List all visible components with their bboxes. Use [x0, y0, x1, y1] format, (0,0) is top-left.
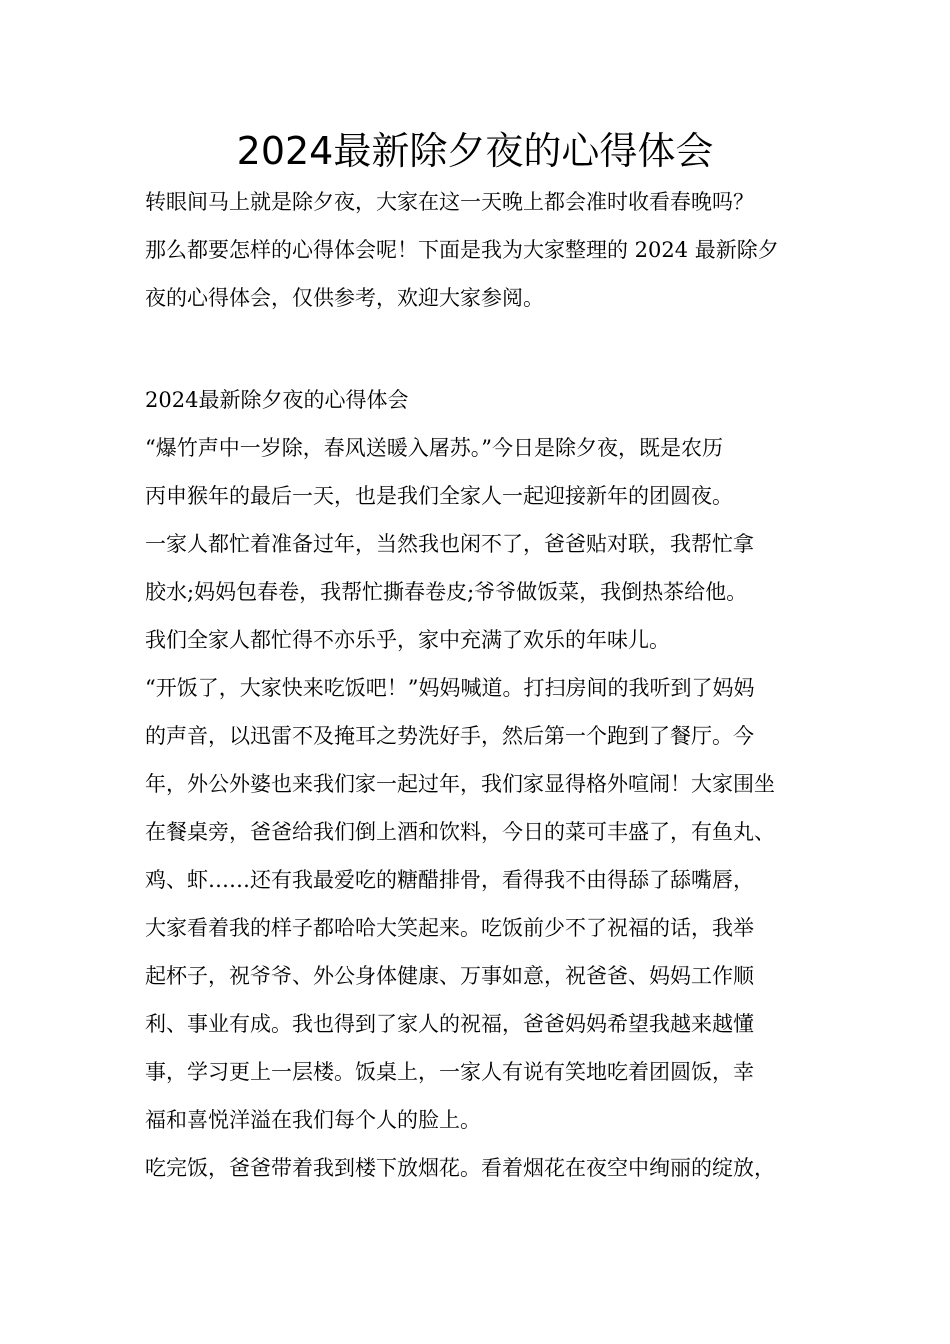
document-title: 2024最新除夕夜的心得体会	[236, 129, 714, 173]
intro-line: 夜的心得体会，仅供参考，欢迎大家参阅。	[145, 286, 544, 310]
body-line: 一家人都忙着准备过年，当然我也闲不了，爸爸贴对联，我帮忙拿	[145, 532, 754, 556]
body-line: 年，外公外婆也来我们家一起过年，我们家显得格外喧闹！大家围坐	[145, 772, 775, 796]
intro-paragraph	[145, 178, 835, 322]
body-line: 我们全家人都忙得不亦乐乎，家中充满了欢乐的年味儿。	[145, 628, 670, 652]
body-line: 鸡、虾……还有我最爱吃的糖醋排骨，看得我不由得舔了舔嘴唇，	[145, 868, 754, 892]
article-body	[145, 376, 835, 1192]
intro-line: 转眼间马上就是除夕夜，大家在这一天晚上都会准时收看春晚吗？	[145, 190, 754, 214]
body-line: “开饭了，大家快来吃饭吧！”妈妈喊道。打扫房间的我听到了妈妈	[145, 676, 755, 700]
intro-line: 那么都要怎样的心得体会呢！下面是我为大家整理的 2024 最新除夕	[145, 238, 779, 262]
body-line: 福和喜悦洋溢在我们每个人的脸上。	[145, 1108, 481, 1132]
body-line: 的声音，以迅雷不及掩耳之势洗好手，然后第一个跑到了餐厅。今	[145, 724, 754, 748]
body-line: 在餐桌旁，爸爸给我们倒上酒和饮料，今日的菜可丰盛了，有鱼丸、	[145, 820, 775, 844]
body-line: 胶水;妈妈包春卷，我帮忙撕春卷皮;爷爷做饭菜，我倒热茶给他。	[145, 580, 748, 604]
body-line: 大家看着我的样子都哈哈大笑起来。吃饭前少不了祝福的话，我举	[145, 916, 754, 940]
section-heading: 2024最新除夕夜的心得体会	[145, 388, 409, 412]
body-line: 吃完饭，爸爸带着我到楼下放烟花。看着烟花在夜空中绚丽的绽放，	[145, 1156, 775, 1180]
body-line: 丙申猴年的最后一天，也是我们全家人一起迎接新年的团圆夜。	[145, 484, 733, 508]
body-line: “爆竹声中一岁除，春风送暖入屠苏。”今日是除夕夜，既是农历	[145, 436, 723, 460]
body-line: 利、事业有成。我也得到了家人的祝福，爸爸妈妈希望我越来越懂	[145, 1012, 754, 1036]
body-line: 起杯子，祝爷爷、外公身体健康、万事如意，祝爸爸、妈妈工作顺	[145, 964, 754, 988]
body-line: 事，学习更上一层楼。饭桌上，一家人有说有笑地吃着团圆饭，幸	[145, 1060, 754, 1084]
